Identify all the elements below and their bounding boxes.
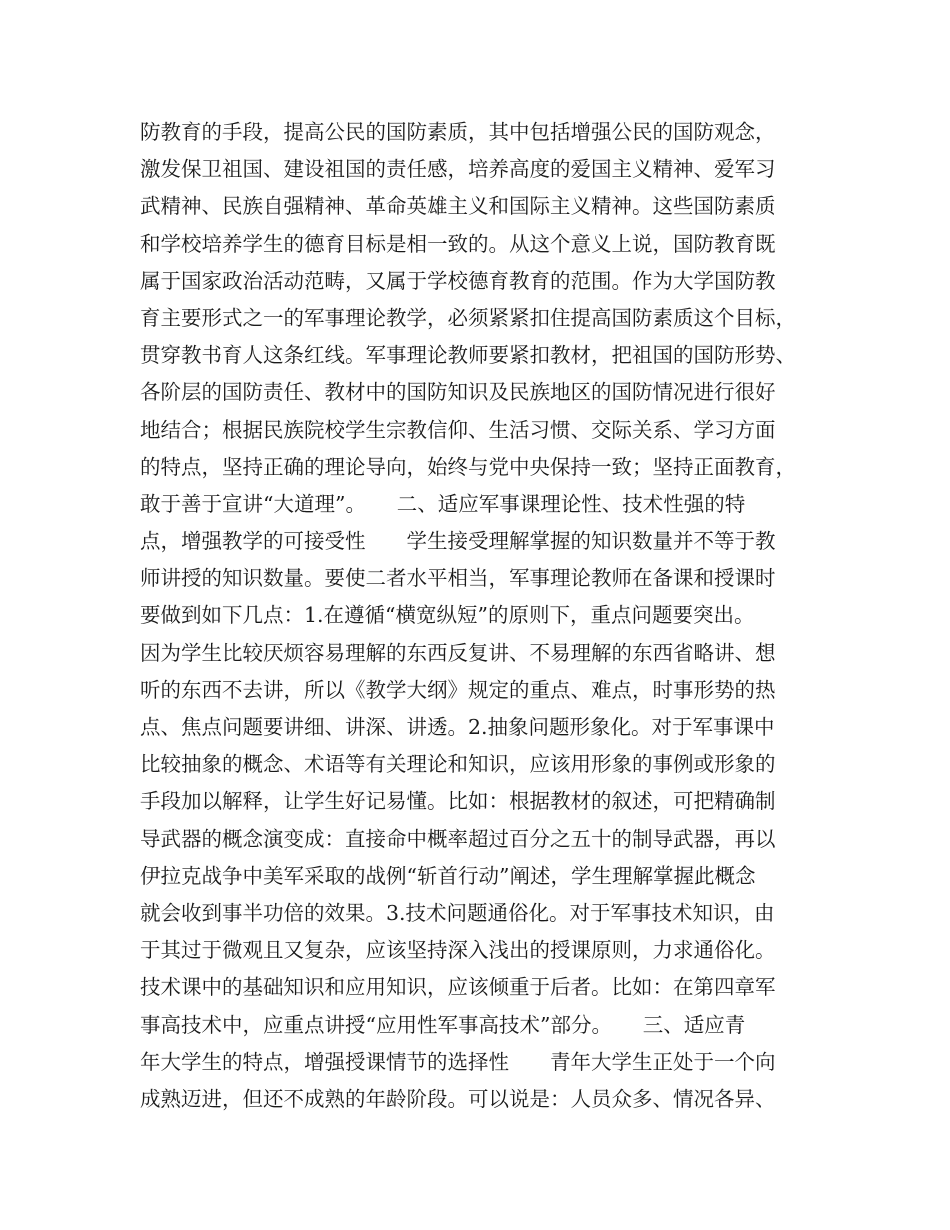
- text-line: 技术课中的基础知识和应用知识，应该倾重于后者。比如：在第四章军: [140, 975, 776, 1000]
- text-line: 年大学生的特点，增强授课情节的选择性 青年大学生正处于一个向: [140, 1049, 776, 1074]
- text-line: 的特点，坚持正确的理论导向，始终与党中央保持一致；坚持正面教育，: [140, 454, 796, 479]
- body-text: [140, 114, 830, 1118]
- text-line: 事高技术中，应重点讲授“应用性军事高技术”部分。 三、适应青: [140, 1012, 746, 1037]
- text-line: 比较抽象的概念、术语等有关理论和知识，应该用形象的事例或形象的: [140, 752, 776, 777]
- text-line: 各阶层的国防责任、教材中的国防知识及民族地区的国防情况进行很好: [140, 380, 776, 405]
- text-line: 伊拉克战争中美军采取的战例“斩首行动”阐述，学生理解掌握此概念: [140, 863, 756, 888]
- text-line: 点、焦点问题要讲细、讲深、讲透。2.抽象问题形象化。对于军事课中: [140, 715, 775, 739]
- text-line: 要做到如下几点：1.在遵循“横宽纵短”的原则下，重点问题要突出。: [140, 603, 755, 628]
- text-line: 属于国家政治活动范畴，又属于学校德育教育的范围。作为大学国防教: [140, 268, 776, 293]
- text-line: 就会收到事半功倍的效果。3.技术问题通俗化。对于军事技术知识，由: [140, 900, 775, 925]
- text-line: 和学校培养学生的德育目标是相一致的。从这个意义上说，国防教育既: [140, 231, 776, 256]
- text-line: 成熟迈进，但还不成熟的年龄阶段。可以说是：人员众多、情况各异、: [140, 1086, 776, 1111]
- text-line: 导武器的概念演变成：直接命中概率超过百分之五十的制导武器，再以: [140, 826, 776, 851]
- text-line: 手段加以解释，让学生好记易懂。比如：根据教材的叙述，可把精确制: [140, 789, 776, 814]
- text-line: 敢于善于宣讲“大道理”。 二、适应军事课理论性、技术性强的特: [140, 491, 746, 516]
- text-line: 武精神、民族自强精神、革命英雄主义和国际主义精神。这些国防素质: [140, 194, 776, 219]
- text-line: 贯穿教书育人这条红线。军事理论教师要紧扣教材，把祖国的国防形势、: [140, 343, 796, 368]
- text-line: 激发保卫祖国、建设祖国的责任感，培养高度的爱国主义精神、爱军习: [140, 157, 776, 182]
- text-line: 于其过于微观且又复杂，应该坚持深入浅出的授课原则，力求通俗化。: [140, 938, 776, 963]
- text-line: 地结合；根据民族院校学生宗教信仰、生活习惯、交际关系、学习方面: [140, 417, 776, 442]
- text-line: 防教育的手段，提高公民的国防素质，其中包括增强公民的国防观念，: [140, 120, 776, 144]
- text-line: 育主要形式之一的军事理论教学，必须紧紧扣住提高国防素质这个目标，: [140, 305, 796, 330]
- text-line: 听的东西不去讲，所以《教学大纲》规定的重点、难点，时事形势的热: [140, 677, 776, 702]
- text-line: 点，增强教学的可接受性 学生接受理解掌握的知识数量并不等于教: [140, 529, 776, 554]
- text-line: 师讲授的知识数量。要使二者水平相当，军事理论教师在备课和授课时: [140, 566, 776, 591]
- text-line: 因为学生比较厌烦容易理解的东西反复讲、不易理解的东西省略讲、想: [140, 640, 776, 665]
